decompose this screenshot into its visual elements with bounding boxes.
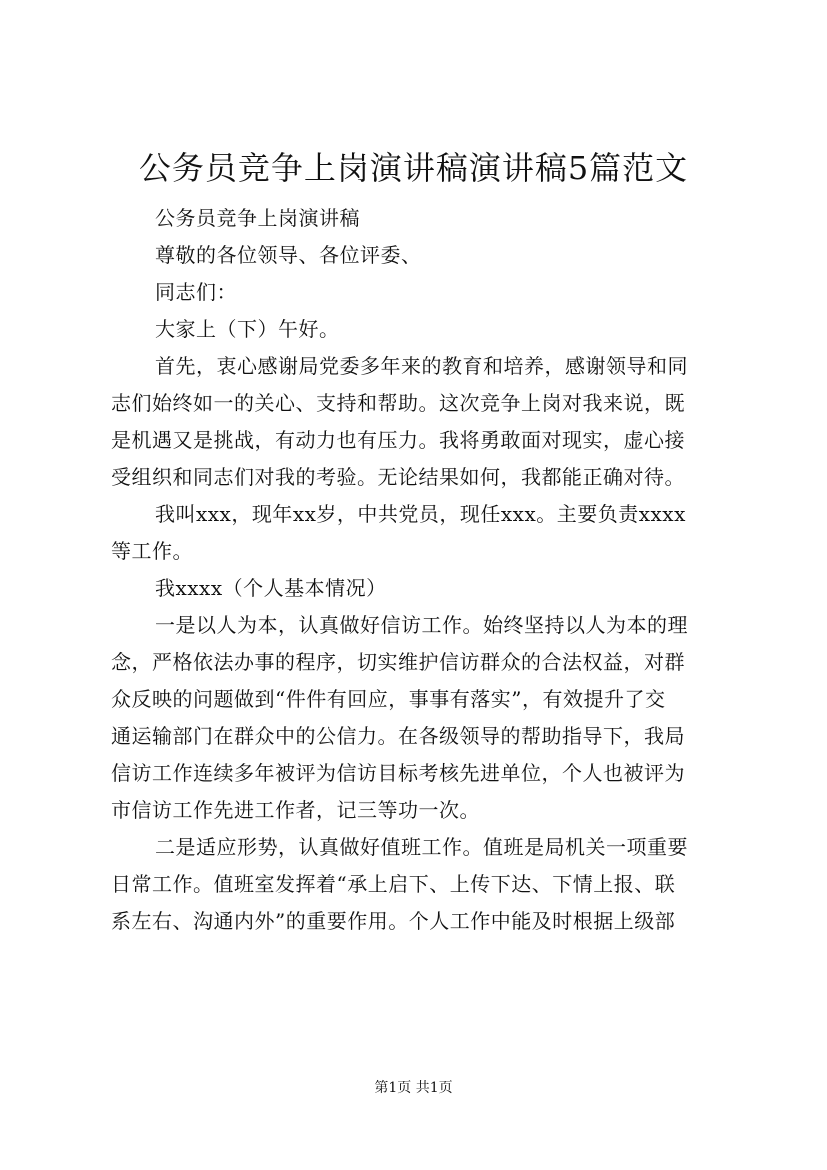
text-line: 信访工作连续多年被评为信访目标考核先进单位，个人也被评为: [111, 761, 685, 785]
text-line: 众反映的问题做到“件件有回应，事事有落实”，有效提升了交: [111, 687, 666, 711]
text-line: 志们始终如一的关心、支持和帮助。这次竞争上岗对我来说，既: [111, 391, 685, 415]
text-line: 尊敬的各位领导、各位评委、: [155, 243, 422, 267]
text-line: 大家上（下）午好。: [155, 317, 340, 341]
text-line: 一是以人为本，认真做好信访工作。始终坚持以人为本的理: [155, 613, 688, 637]
text-line: 等工作。: [111, 539, 193, 563]
text-line: 受组织和同志们对我的考验。无论结果如何，我都能正确对待。: [111, 465, 685, 489]
text-line: 日常工作。值班室发挥着“承上启下、上传下达、下情上报、联: [111, 872, 676, 896]
text-line: 通运输部门在群众中的公信力。在各级领导的帮助指导下，我局: [111, 724, 685, 748]
document-title: 公务员竞争上岗演讲稿演讲稿5篇范文: [138, 149, 689, 187]
text-line: 市信访工作先进工作者，记三等功一次。: [111, 798, 480, 822]
text-line: 首先，衷心感谢局党委多年来的教育和培养，感谢领导和同: [155, 354, 688, 378]
text-line: 系左右、沟通内外”的重要作用。个人工作中能及时根据上级部: [111, 909, 676, 933]
text-line: 是机遇又是挑战，有动力也有压力。我将勇敢面对现实，虚心接: [111, 428, 685, 452]
text-line: 二是适应形势，认真做好值班工作。值班是局机关一项重要: [155, 835, 688, 859]
text-line: 我xxxx（个人基本情况）: [155, 576, 387, 600]
page-footer: 第1页 共1页: [374, 1080, 453, 1096]
text-line: 念，严格依法办事的程序，切实维护信访群众的合法权益，对群: [111, 650, 685, 674]
text-line: 同志们：: [155, 280, 237, 304]
text-line: 我叫xxx，现年xx岁，中共党员，现任xxx。主要负责xxxx: [155, 502, 686, 526]
document-body: [111, 200, 741, 940]
text-line: 公务员竞争上岗演讲稿: [155, 206, 360, 230]
